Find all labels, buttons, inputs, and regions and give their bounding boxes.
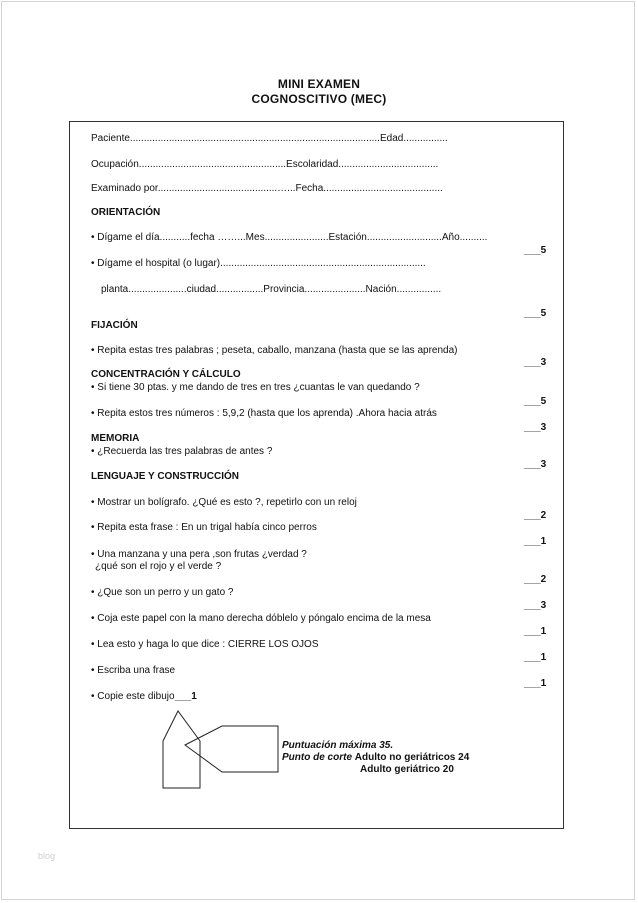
patient-field: Paciente..........................................................................................Edad................	[91, 133, 448, 144]
occupation-field: Ocupación.....................................................Escolaridad....................................	[91, 159, 439, 170]
cutoff-row	[282, 752, 469, 764]
fixation-item: • Repita estas tres palabras ; peseta, caballo, manzana (hasta que se las aprenda)	[91, 345, 458, 356]
section-heading-lenguaje: LENGUAJE Y CONSTRUCCIÓN	[91, 471, 239, 482]
watermark-text: blog	[38, 851, 56, 861]
examiner-field: Examinado por...........................................…...Fecha...........................................	[91, 183, 443, 194]
section-heading-orientacion: ORIENTACIÓN	[91, 207, 161, 218]
language-similarities-item: • Una manzana y una pera ,son frutas ¿verdad ?	[91, 549, 307, 560]
copy-drawing-label: • Copie este dibujo	[91, 691, 175, 702]
document-title-line2: COGNOSCITIVO (MEC)	[251, 92, 387, 106]
language-dog-cat-item: • ¿Que son un perro y un gato ?	[91, 587, 234, 598]
orientation-place-item: • Dígame el hospital (o lugar)..........................................................................	[91, 258, 426, 269]
calculation-score: ___5	[524, 396, 547, 407]
language-write-score: ___1	[524, 678, 547, 689]
language-command-score: ___1	[524, 626, 547, 637]
document-title-line1: MINI EXAMEN	[277, 77, 361, 91]
section-heading-concentracion: CONCENTRACIÓN Y CÁLCULO	[91, 369, 241, 380]
vertical-pentagon-shape	[163, 711, 200, 788]
section-heading-memoria: MEMORIA	[91, 433, 140, 444]
orientation-place-score: ___5	[524, 308, 547, 319]
language-read-score: ___1	[524, 652, 547, 663]
orientation-date-item: • Dígame el día...........fecha ……...Mes.......................Estación...........................Año..........	[91, 232, 488, 243]
language-repeat-item: • Repita esta frase : En un trigal había cinco perros	[91, 522, 317, 533]
cutoff-geriatric: Adulto geriátrico 20	[360, 764, 454, 775]
copy-drawing-score: ___1	[174, 691, 197, 702]
fixation-score: ___3	[524, 357, 547, 368]
orientation-date-score: ___5	[524, 245, 547, 256]
language-naming-score: ___2	[524, 510, 547, 521]
language-similarities-score: ___2	[524, 574, 547, 585]
language-command-item: • Coja este papel con la mano derecha dóblelo y póngalo encima de la mesa	[91, 613, 431, 624]
orientation-place-line2: planta.....................ciudad.................Provincia......................Nación................	[101, 284, 442, 295]
max-score-text: Puntuación máxima 35.	[282, 740, 394, 751]
language-naming-item: • Mostrar un bolígrafo. ¿Qué es esto ?, repetirlo con un reloj	[91, 497, 357, 508]
cutoff-label: Punto de corte	[282, 752, 353, 763]
language-read-item: • Lea esto y haga lo que dice : CIERRE LOS OJOS	[91, 639, 319, 650]
numbers-backward-item: • Repita estos tres números : 5,9,2 (hasta que los aprenda) .Ahora hacia atrás	[91, 408, 437, 419]
memory-score: ___3	[524, 459, 547, 470]
language-write-item: • Escriba una frase	[91, 665, 176, 676]
calculation-item: • Si tiene 30 ptas. y me dando de tres en tres ¿cuantas le van quedando ?	[91, 382, 420, 393]
language-dog-cat-score: ___3	[524, 600, 547, 611]
numbers-backward-score: ___3	[524, 422, 547, 433]
horizontal-pentagon-shape	[185, 726, 278, 772]
language-similarities-line2: ¿qué son el rojo y el verde ?	[95, 561, 222, 572]
memory-item: • ¿Recuerda las tres palabras de antes ?	[91, 446, 273, 457]
section-heading-fijacion: FIJACIÓN	[91, 320, 138, 331]
cutoff-non-geriatric: Adulto no geriátricos 24	[354, 752, 470, 763]
language-repeat-score: ___1	[524, 536, 547, 547]
